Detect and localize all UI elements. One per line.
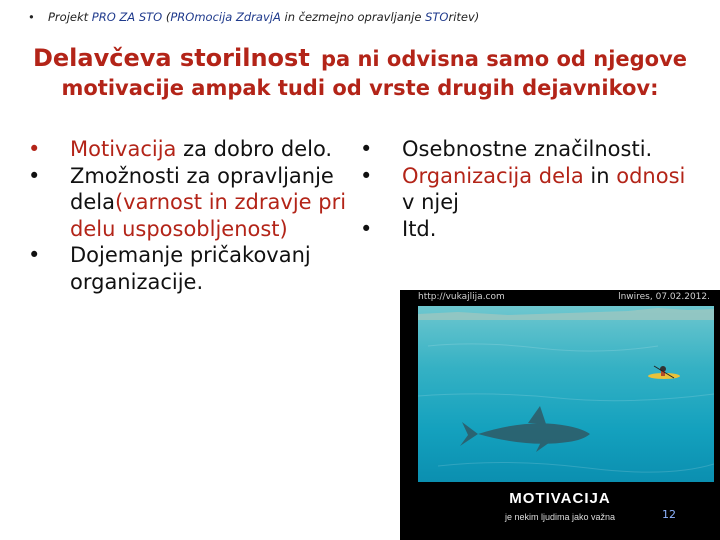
bullet-dot: • xyxy=(360,137,373,161)
bullet-dot: • xyxy=(28,243,41,267)
header-bullet: • xyxy=(28,10,35,24)
list-item xyxy=(360,163,700,216)
title-main: Delavčeva storilnost xyxy=(32,44,310,72)
sea-photo xyxy=(418,306,714,482)
shark-icon xyxy=(460,406,590,452)
header-prefix: Projekt xyxy=(48,10,92,24)
coastline xyxy=(418,308,714,320)
header-expansion-1: PROmocija Zdravj xyxy=(170,10,273,24)
header-project-name: PRO ZA STO xyxy=(91,10,163,24)
left-bullet-list xyxy=(28,136,368,295)
list-item-text: v njej xyxy=(402,190,460,214)
right-bullet-list xyxy=(360,136,700,242)
poster-header xyxy=(400,290,720,304)
list-item-text: Osebnostne značilnosti. xyxy=(402,137,653,161)
list-item-text: Itd. xyxy=(402,216,437,241)
list-item-text: za dobro delo. xyxy=(176,137,333,161)
motivation-highlight: Motivacija xyxy=(70,137,177,161)
list-item-text: Zmožnosti za opravljanje dela xyxy=(70,163,334,214)
organization-highlight: Organizacija dela xyxy=(402,163,584,188)
slide-title xyxy=(0,42,720,103)
poster-subcaption: je nekim ljudima jako važna xyxy=(504,512,616,522)
list-item xyxy=(28,163,368,243)
shark-kayak-illustration xyxy=(418,306,714,482)
list-item xyxy=(360,136,700,163)
list-item-mid: in xyxy=(583,163,617,188)
poster-url: http://vukajlija.com xyxy=(418,292,505,302)
water-ripples xyxy=(418,344,714,472)
project-header xyxy=(28,10,479,24)
list-item-paren: (varnost in zdravje pri delu usposobljenost) xyxy=(70,190,347,241)
kayak-icon xyxy=(648,366,680,379)
header-rest: in čezmejno opravljanje xyxy=(280,10,426,24)
header-rest2: ritev) xyxy=(448,10,480,24)
header-sto: STO xyxy=(425,10,449,24)
title-row-2: motivacije ampak tudi od vrste drugih dejavnikov: xyxy=(61,76,659,101)
bullet-dot: • xyxy=(360,163,373,188)
bullet-dot: • xyxy=(28,163,41,188)
title-row-1 xyxy=(0,42,720,74)
header-paren: ( xyxy=(162,10,171,24)
poster-credit: lnwires, 07.02.2012. xyxy=(618,292,710,302)
bullet-dot: • xyxy=(360,216,373,241)
list-item xyxy=(28,242,368,295)
motivation-poster-image xyxy=(400,290,720,540)
title-tail: pa ni odvisna samo od njegove xyxy=(320,47,688,71)
bullet-dot: • xyxy=(28,137,41,161)
relations-highlight: odnosi xyxy=(616,163,686,188)
poster-caption: MOTIVACIJA xyxy=(509,490,611,507)
list-item-text: Dojemanje pričakovanj organizacije. xyxy=(70,243,311,294)
list-item xyxy=(28,136,368,163)
header-expansion-a: A xyxy=(272,10,281,24)
list-item xyxy=(360,216,700,243)
page-number: 12 xyxy=(662,508,676,521)
